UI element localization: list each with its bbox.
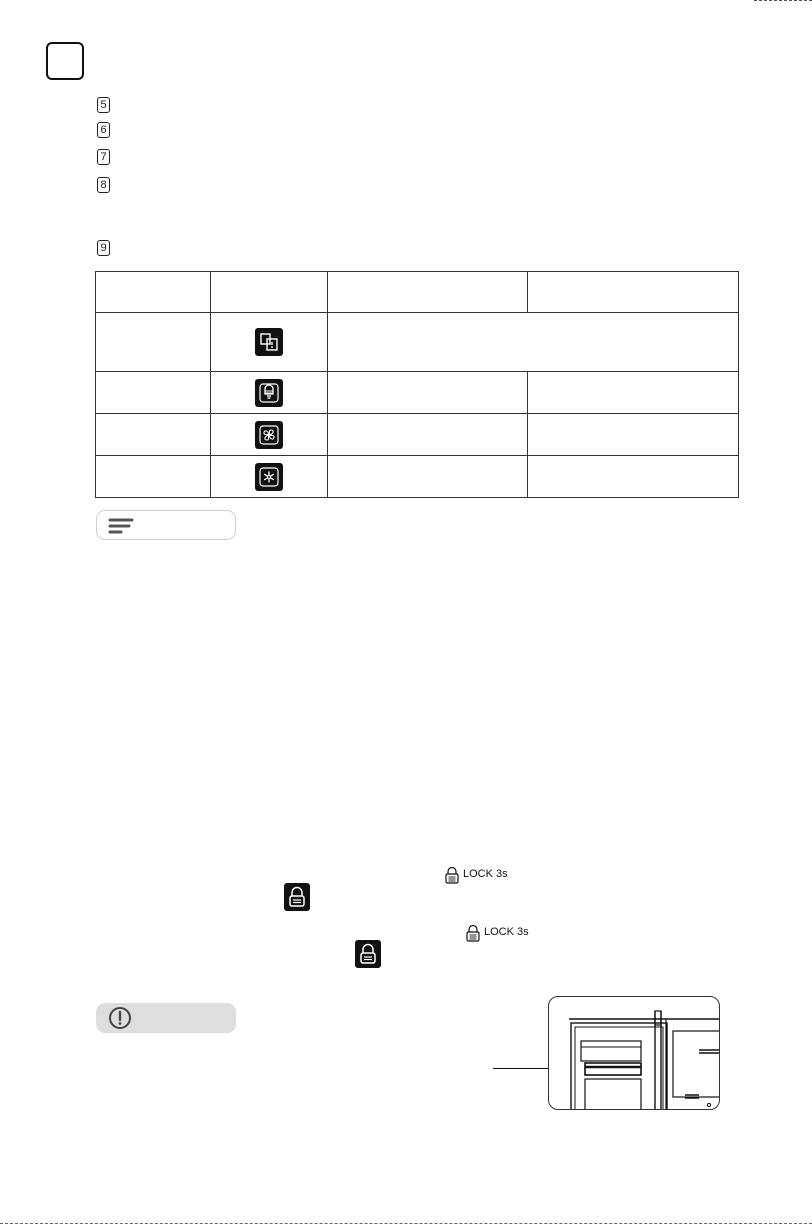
header-cell xyxy=(528,272,739,313)
table-cell xyxy=(528,414,739,456)
feature-table xyxy=(95,271,739,498)
table-cell xyxy=(328,456,528,498)
lock-closed-icon xyxy=(284,883,310,911)
step-marker-9: 9 xyxy=(97,240,110,256)
page-cut-line xyxy=(0,1223,812,1224)
note-badge xyxy=(96,510,236,540)
icon-cell xyxy=(211,372,328,414)
icon-cell xyxy=(211,313,328,372)
table-header-row xyxy=(96,272,739,313)
fan-icon xyxy=(255,421,283,449)
step-marker-7: 7 xyxy=(97,149,110,165)
header-cell xyxy=(328,272,528,313)
table-row xyxy=(96,372,739,414)
table-row xyxy=(96,456,739,498)
table-cell xyxy=(328,414,528,456)
snowflake-icon xyxy=(255,463,283,491)
table-cell xyxy=(96,372,211,414)
lock-button-icon xyxy=(465,924,481,947)
header-cell xyxy=(96,272,211,313)
lock-button-icon xyxy=(444,866,460,889)
light-bulb-icon xyxy=(255,379,283,407)
door-alarm-icon xyxy=(255,328,283,356)
step-marker-6: 6 xyxy=(97,122,110,138)
crop-mark xyxy=(754,0,812,1)
page-number-box xyxy=(46,42,84,80)
step-marker-8: 8 xyxy=(97,177,110,193)
table-cell xyxy=(528,372,739,414)
icon-cell xyxy=(211,456,328,498)
table-cell xyxy=(96,414,211,456)
warning-badge xyxy=(96,1003,236,1033)
fridge-interior-illustration xyxy=(548,996,720,1110)
table-cell xyxy=(96,313,211,372)
table-cell-merged xyxy=(328,313,739,372)
table-row xyxy=(96,414,739,456)
exclamation-circle-icon xyxy=(108,1006,132,1035)
header-cell xyxy=(211,272,328,313)
lock-button-label: LOCK 3s xyxy=(484,926,529,938)
table-cell xyxy=(328,372,528,414)
table-cell xyxy=(96,456,211,498)
step-marker-5: 5 xyxy=(97,97,110,113)
table-row xyxy=(96,313,739,372)
table-cell xyxy=(528,456,739,498)
lock-open-icon xyxy=(355,940,381,968)
lock-button-label: LOCK 3s xyxy=(463,868,508,880)
icon-cell xyxy=(211,414,328,456)
note-lines-icon xyxy=(108,517,136,540)
